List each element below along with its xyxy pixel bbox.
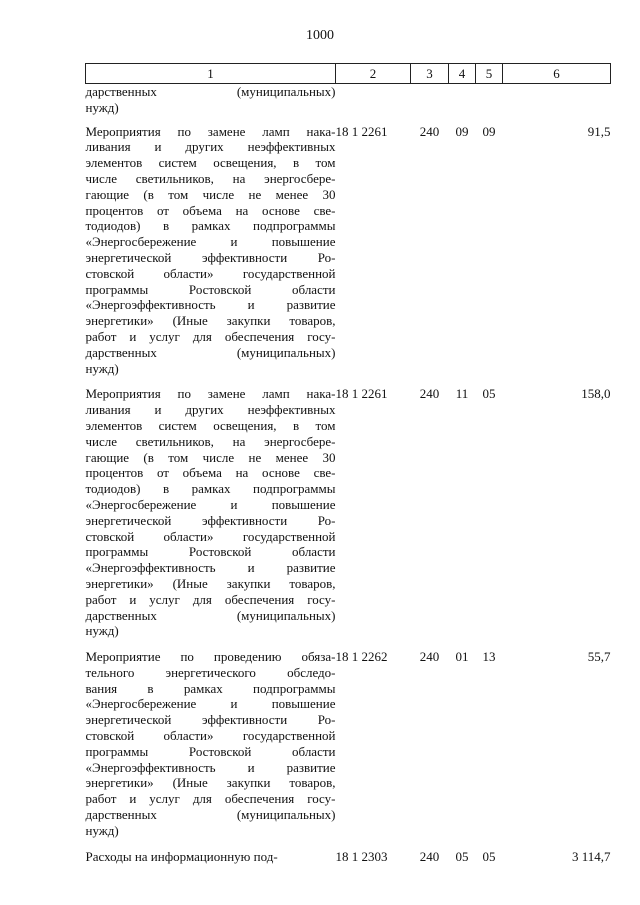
expense-type-code — [411, 84, 449, 116]
description-line: работ и услуг для обеспечения госу- — [85, 791, 336, 807]
expense-type-code: 240 — [419, 123, 440, 139]
amount-value — [503, 84, 611, 116]
description-line: Мероприятия по замене ламп нака- — [85, 123, 336, 139]
description-line: энергетики» (Иные закупки товаров, — [85, 775, 336, 791]
section-code: 09 — [455, 123, 469, 139]
row-spacer — [86, 639, 611, 649]
budget-table — [85, 63, 611, 864]
subsection-code: 05 — [482, 386, 496, 402]
row-description — [86, 649, 336, 839]
description-line: элементов систем освещения, в том — [85, 417, 336, 433]
column-header-4: 4 — [449, 64, 476, 84]
description-line: элементов систем освещения, в том — [85, 155, 336, 171]
column-header-1: 1 — [86, 64, 336, 84]
amount-value: 158,0 — [581, 386, 611, 402]
row-spacer-cell — [86, 376, 611, 386]
row-description — [86, 849, 336, 865]
table-header-row — [86, 64, 611, 84]
column-header-6: 6 — [503, 64, 611, 84]
description-line: нужд) — [85, 360, 119, 376]
description-line: Мероприятие по проведению обяза- — [85, 649, 336, 665]
page-number: 1000 — [306, 28, 334, 43]
description-line: дарственных (муниципальных) — [85, 344, 336, 360]
description-line: дарственных (муниципальных) — [85, 807, 336, 823]
description-line: нужд) — [85, 822, 119, 838]
expense-type-code: 240 — [419, 386, 440, 402]
row-description — [86, 84, 336, 116]
table-body — [86, 84, 611, 865]
table-row — [86, 124, 611, 377]
description-line: стовской области» государственной — [85, 728, 336, 744]
row-spacer — [86, 839, 611, 849]
description-line: «Энергосбережение и повышение — [85, 234, 336, 250]
column-header-5: 5 — [476, 64, 503, 84]
description-line: энергетической эффективности Ро- — [85, 249, 336, 265]
section-code: 11 — [455, 386, 469, 402]
description-line: «Энергосбережение и повышение — [85, 496, 336, 512]
table-row — [86, 649, 611, 839]
description-line: ливания и других неэффективных — [85, 402, 336, 418]
description-line: числе светильников, на энергосбере- — [85, 170, 336, 186]
description-line: энергетической эффективности Ро- — [85, 512, 336, 528]
description-line: стовской области» государственной — [85, 265, 336, 281]
target-article-code: 18 1 2262 — [335, 649, 388, 665]
description-line: энергетической эффективности Ро- — [85, 712, 336, 728]
description-line: работ и услуг для обеспечения госу- — [85, 591, 336, 607]
table-row — [86, 386, 611, 639]
row-spacer-cell — [86, 639, 611, 649]
subsection-code: 09 — [482, 123, 496, 139]
description-line: вания в рамках подпрограммы — [85, 680, 336, 696]
description-line: Мероприятия по замене ламп нака- — [85, 386, 336, 402]
amount-value: 91,5 — [587, 123, 611, 139]
description-line: «Энергосбережение и повышение — [85, 696, 336, 712]
row-spacer-cell — [86, 116, 611, 124]
subsection-code — [476, 84, 503, 116]
description-line: программы Ростовской области — [85, 281, 336, 297]
description-line: дарственных (муниципальных) — [85, 84, 336, 99]
target-article-code: 18 1 2261 — [335, 386, 388, 402]
column-header-2: 2 — [336, 64, 411, 84]
table-row — [86, 84, 611, 116]
subsection-code: 05 — [482, 848, 496, 864]
description-line: нужд) — [85, 99, 119, 115]
column-header-3: 3 — [411, 64, 449, 84]
section-code: 05 — [455, 848, 469, 864]
description-line: «Энергоэффективность и развитие — [85, 759, 336, 775]
amount-value: 55,7 — [587, 649, 611, 665]
row-spacer-cell — [86, 839, 611, 849]
description-line: тодиодов) в рамках подпрограммы — [85, 218, 336, 234]
description-line: дарственных (муниципальных) — [85, 607, 336, 623]
description-line: «Энергоэффективность и развитие — [85, 560, 336, 576]
target-article-code: 18 1 2303 — [335, 848, 388, 864]
row-spacer — [86, 376, 611, 386]
description-line: числе светильников, на энергосбере- — [85, 433, 336, 449]
description-line: гающие (в том числе не менее 30 — [85, 186, 336, 202]
description-line: нужд) — [85, 623, 119, 639]
amount-value: 3 114,7 — [571, 848, 611, 864]
description-line: процентов от объема на основе све- — [85, 465, 336, 481]
description-line: ливания и других неэффективных — [85, 139, 336, 155]
description-line: стовской области» государственной — [85, 528, 336, 544]
description-line: тодиодов) в рамках подпрограммы — [85, 481, 336, 497]
row-description — [86, 386, 336, 639]
description-line: энергетики» (Иные закупки товаров, — [85, 575, 336, 591]
row-description — [86, 124, 336, 377]
description-line: процентов от объема на основе све- — [85, 202, 336, 218]
description-line: Расходы на информационную под- — [85, 848, 278, 864]
description-line: программы Ростовской области — [85, 743, 336, 759]
description-line: гающие (в том числе не менее 30 — [85, 449, 336, 465]
description-line: программы Ростовской области — [85, 544, 336, 560]
description-line: энергетики» (Иные закупки товаров, — [85, 313, 336, 329]
row-spacer — [86, 116, 611, 124]
target-article-code: 18 1 2261 — [335, 123, 388, 139]
expense-type-code: 240 — [419, 848, 440, 864]
description-line: тельного энергетического обследо- — [85, 664, 336, 680]
description-line: «Энергоэффективность и развитие — [85, 297, 336, 313]
expense-type-code: 240 — [419, 649, 440, 665]
target-article-code — [336, 84, 411, 116]
description-line: работ и услуг для обеспечения госу- — [85, 328, 336, 344]
section-code — [449, 84, 476, 116]
subsection-code: 13 — [482, 649, 496, 665]
table-row — [86, 849, 611, 865]
section-code: 01 — [455, 649, 469, 665]
